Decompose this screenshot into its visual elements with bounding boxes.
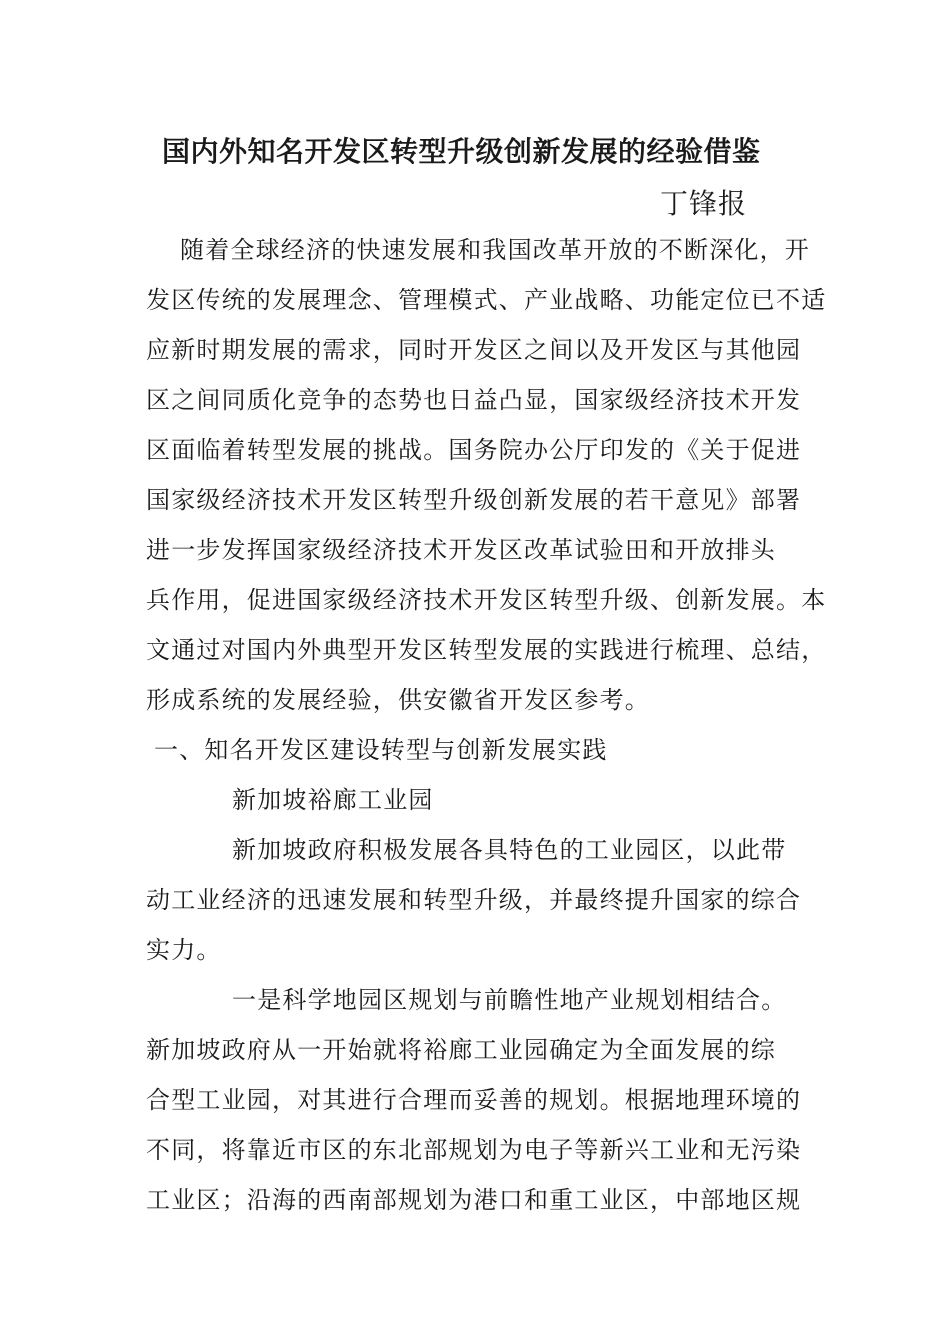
document-title: 国内外知名开发区转型升级创新发展的经验借鉴 [162,135,761,168]
paragraph-line: 不同，将靠近市区的东北部规划为电子等新兴工业和无污染 [146,1136,802,1164]
paragraph-line: 进一步发挥国家级经济技术开发区改革试验田和开放排头 [146,536,776,564]
paragraph-line: 文通过对国内外典型开发区转型发展的实践进行梳理、总结， [146,636,827,664]
paragraph-line: 合型工业园，对其进行合理而妥善的规划。根据地理环境的 [146,1086,802,1114]
paragraph-line: 兵作用，促进国家级经济技术开发区转型升级、创新发展。本 [146,586,827,614]
paragraph-line: 动工业经济的迅速发展和转型升级，并最终提升国家的综合 [146,886,802,914]
paragraph-line: 新加坡政府积极发展各具特色的工业园区，以此带 [232,836,787,864]
paragraph-line: 工业区；沿海的西南部规划为港口和重工业区，中部地区规 [146,1186,802,1214]
paragraph-line: 形成系统的发展经验，供安徽省开发区参考。 [146,686,650,714]
paragraph-line: 发区传统的发展理念、管理模式、产业战略、功能定位已不适 [146,286,827,314]
paragraph-line: 区之间同质化竞争的态势也日益凸显，国家级经济技术开发 [146,386,802,414]
section-heading: 一、知名开发区建设转型与创新发展实践 [154,736,608,764]
paragraph-line: 应新时期发展的需求，同时开发区之间以及开发区与其他园 [146,336,802,364]
paragraph-line: 随着全球经济的快速发展和我国改革开放的不断深化，开 [180,236,810,264]
paragraph-line: 区面临着转型发展的挑战。国务院办公厅印发的《关于促进 [146,436,802,464]
paragraph-line: 新加坡政府从一开始就将裕廊工业园确定为全面发展的综 [146,1036,776,1064]
subsection-heading: 新加坡裕廊工业园 [232,786,434,814]
paragraph-line: 国家级经济技术开发区转型升级创新发展的若干意见》部署 [146,486,802,514]
paragraph-line: 实力。 [146,936,222,964]
paragraph-line: 一是科学地园区规划与前瞻性地产业规划相结合。 [232,986,787,1014]
document-author: 丁锋报 [660,187,748,220]
